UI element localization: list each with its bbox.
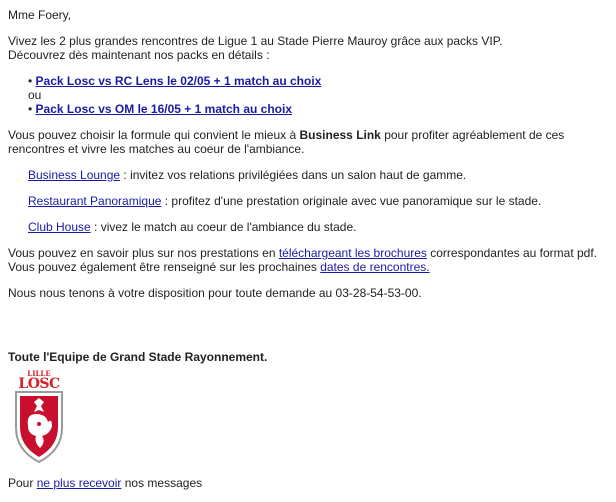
business-lounge-link[interactable]: Business Lounge (28, 168, 121, 182)
signature: Toute l'Equipe de Grand Stade Rayonnement. (8, 350, 268, 364)
info-line-1 (8, 246, 597, 260)
info-line-2 (8, 260, 430, 274)
losc-logo (12, 368, 66, 464)
unsubscribe-link[interactable]: ne plus recevoir (36, 476, 122, 490)
unsub-pre-text: Pour (8, 476, 37, 490)
unsubscribe-line (8, 476, 202, 490)
logo-losc-text: LOSC (18, 376, 60, 392)
contact-line: Nous nous tenons à votre disposition pour toute demande au 03-28-54-53-00. (8, 286, 422, 300)
unsub-post-text: nos messages (121, 476, 203, 490)
info1-post-text: correspondantes au format pdf. (426, 246, 598, 260)
offer-club-house (28, 220, 356, 234)
info1-pre-text: Vous pouvez en savoir plus sur nos prestations en (8, 246, 279, 260)
dates-link[interactable]: dates de rencontres. (320, 260, 430, 274)
formula-pre-text: Vous pouvez choisir la formule qui convient le mieux à (8, 128, 300, 142)
logo-lille-text: LILLE (27, 369, 51, 378)
offer-description: : profitez d'une prestation originale avec vue panoramique sur le stade. (161, 194, 542, 208)
pack-link-om[interactable]: Pack Losc vs OM le 16/05 + 1 match au choix (35, 102, 293, 116)
or-text: ou (28, 88, 42, 102)
pack-link-lens[interactable]: Pack Losc vs RC Lens le 02/05 + 1 match au choix (35, 74, 322, 88)
offer-description: : invitez vos relations privilégiées dans un salon haut de gamme. (120, 168, 467, 182)
greeting: Mme Foery, (8, 8, 72, 22)
formula-post-text: pour profiter agréablement de ces (380, 128, 565, 142)
brochures-link[interactable]: téléchargeant les brochures (278, 246, 427, 260)
business-link-text: Business Link (299, 128, 381, 142)
offer-description: : vivez le match au coeur de l'ambiance du stade. (90, 220, 357, 234)
offer-restaurant (28, 194, 541, 208)
club-house-link[interactable]: Club House (28, 220, 91, 234)
intro-line-2: Découvrez dès maintenant nos packs en détails : (8, 48, 270, 62)
bullet: • (28, 102, 33, 116)
bullet: • (28, 74, 33, 88)
offer-business-lounge (28, 168, 466, 182)
intro-line-1: Vivez les 2 plus grandes rencontres de Ligue 1 au Stade Pierre Mauroy grâce aux packs VIP. (8, 34, 503, 48)
pack-item-lens (28, 74, 321, 88)
pack-item-om (28, 102, 292, 116)
formula-line-2: rencontres et vivre les matches au coeur de l'ambiance. (8, 142, 305, 156)
formula-line-1 (8, 128, 564, 142)
info2-pre-text: Vous pouvez également être renseigné sur les prochaines (8, 260, 321, 274)
restaurant-panoramique-link[interactable]: Restaurant Panoramique (28, 194, 162, 208)
